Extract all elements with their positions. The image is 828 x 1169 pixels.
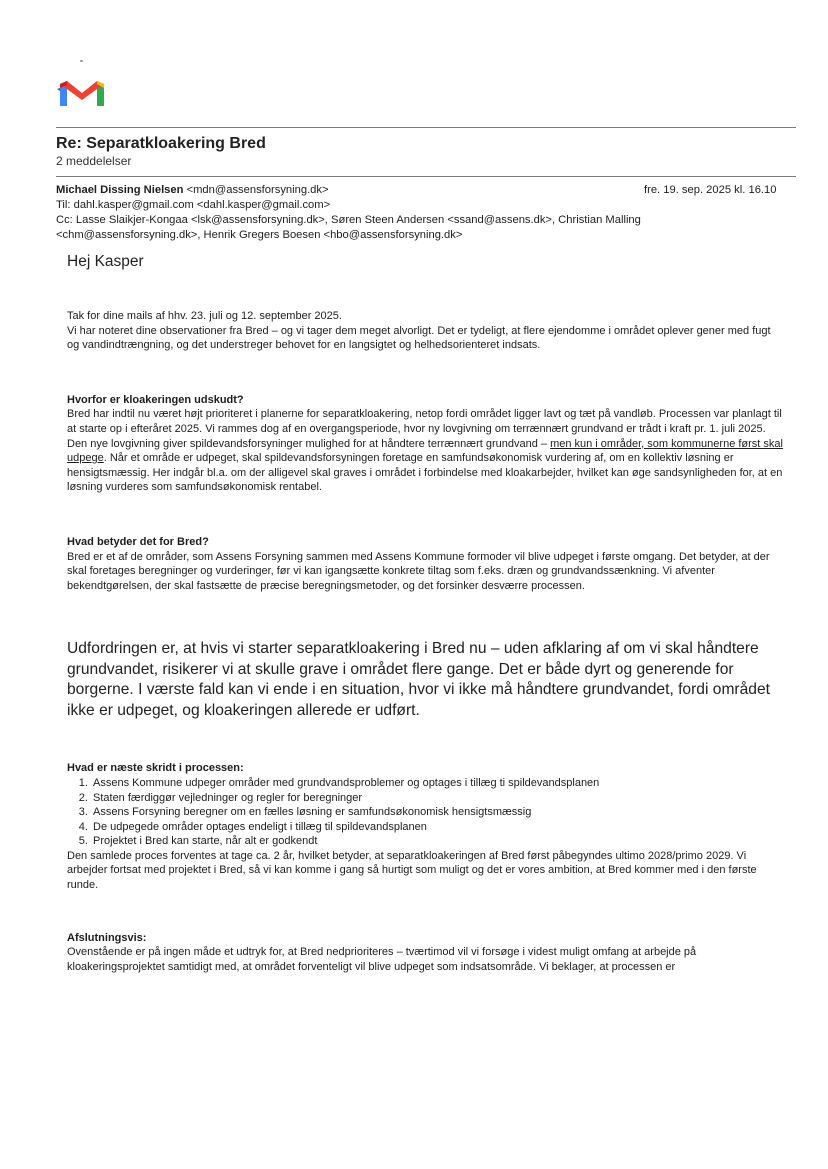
- paragraph-legislation: [67, 437, 785, 495]
- message-body: [67, 253, 785, 974]
- list-item: 4. De udpegede områder optages endeligt i tillæg til spildevandsplanen: [91, 820, 785, 835]
- heading-meaning: Hvad betyder det for Bred?: [67, 535, 209, 548]
- message-count: 2 meddelelser: [56, 154, 132, 168]
- list-item: 5. Projektet i Bred kan starte, når alt er godkendt: [91, 834, 785, 849]
- scan-speck: [80, 60, 83, 62]
- cc-line-1: Cc: Lasse Slaikjer-Kongaa <lsk@assensforsyning.dk>, Søren Steen Andersen <ssand@assens.dk>, Christian Malling: [56, 214, 641, 226]
- header-divider-top: [56, 127, 796, 128]
- greeting: Hej Kasper: [67, 253, 144, 270]
- message-date: fre. 19. sep. 2025 kl. 16.10: [644, 184, 777, 196]
- list-item: 2. Staten færdiggør vejledninger og regler for beregninger: [91, 791, 785, 806]
- gmail-logo-icon: [56, 72, 108, 108]
- cc-line-2: <chm@assensforsyning.dk>, Henrik Gregers Boesen <hbo@assensforsyning.dk>: [56, 229, 463, 241]
- sender-name: Michael Dissing Nielsen: [56, 184, 184, 196]
- heading-next-steps: Hvad er næste skridt i processen:: [67, 762, 244, 775]
- paragraph-timeline: Den samlede proces forventes at tage ca. 2 år, hvilket betyder, at separatkloakeringen af Bred først påbegyndes ultimo 2028/primo 2029. Vi arbejder fortsat med projektet i Bred, så vi kan komme i gang så hurtigt som muligt og det er vores ambition, at Bred kommer med i den første runde.: [67, 849, 757, 892]
- paragraph-challenge: Udfordringen er, at hvis vi starter separatkloakering i Bred nu – uden afklaring af om vi skal håndtere grundvandet, risikerer vi at skulle grave i området flere gange. Det er både dyrt og generende for borgerne. I værste fald kan vi ende i en situation, hvor vi ikke må håndtere grundvandet, fordi området ikke er udpeget, og kloakeringen allerede er udført.: [67, 640, 770, 719]
- paragraph-meaning: Bred er et af de områder, som Assens Forsyning sammen med Assens Kommune formoder vil blive udpeget i første omgang. Det betyder, at der skal foretages beregninger og vurderinger, før vi kan igangsætte konkrete tiltag som f.eks. dræn og grundvandssænkning. Vi afventer bekendtgørelsen, der skal fastsætte de præcise beregningsmetoder, og det forsinker desværre processen.: [67, 550, 770, 592]
- section-meaning: [67, 535, 785, 593]
- paragraph-postponed: Bred har indtil nu været højt prioriteret i planerne for separatkloakering, netop fordi området ligger lavt og tæt på vandløb. Processen var planlagt til at starte op i efteråret 2025. Vi rammes dog af en overgangsperiode, hvor ny lovgivning om terrænnært grundvand er trådt i kraft pr. 1. juli 2025.: [67, 408, 782, 435]
- header-divider-bottom: [56, 176, 796, 177]
- heading-closing: Afslutningsvis:: [67, 931, 147, 944]
- list-item: 1. Assens Kommune udpeger områder med grundvandsproblemer og optages i tillæg ti spildevandsplanen: [91, 776, 785, 791]
- paragraph-thanks: Tak for dine mails af hhv. 23. juli og 12. september 2025.: [67, 310, 342, 322]
- legislation-underlined-text: men kun i områder, som kommunerne først skal udpege: [67, 437, 783, 465]
- message-header: [56, 183, 796, 243]
- thread-subject: Re: Separatkloakering Bred: [56, 135, 266, 152]
- section-postponed: [67, 393, 785, 437]
- legislation-text-start: Den nye lovgivning giver spildevandsforsyninger mulighed for at håndtere terrænnært grundvand –: [67, 437, 551, 450]
- paragraph-observations: Vi har noteret dine observationer fra Bred – og vi tager dem meget alvorligt. Det er tydeligt, at flere ejendomme i området oplever gener med fugt og vandindtrængning, og det understreger behovet for en langsigtet og helhedsorienteret indsats.: [67, 324, 771, 352]
- next-steps-list: [67, 776, 785, 849]
- to-line: Til: dahl.kasper@gmail.com <dahl.kasper@gmail.com>: [56, 199, 331, 211]
- sender-email: <mdn@assensforsyning.dk>: [183, 184, 329, 196]
- legislation-text-end: . Når et område er udpeget, skal spildevandsforsyningen foretage en samfundsøkonomisk vurdering af, om en kollektiv løsning er hensigtsmæssig. Her indgår bl.a. om der alligevel skal graves i området i forbindelse med kloakarbejder, hvilket kan øge sandsynligheden for, at en løsning vurderes som samfundsøkonomisk rentabel.: [67, 452, 783, 494]
- list-item: 3. Assens Forsyning beregner om en fælles løsning er samfundsøkonomisk hensigtsmæssig: [91, 805, 785, 820]
- paragraph-closing: Ovenstående er på ingen måde et udtryk for, at Bred nedprioriteres – tværtimod vil vi forsøge i videst muligt omfang at arbejde på kloakeringsprojektet samtidigt med, at området forventeligt vil blive udpeget som indsatsområde. Vi beklager, at processen er: [67, 946, 697, 973]
- heading-postponed: Hvorfor er kloakeringen udskudt?: [67, 393, 244, 406]
- from-line: [56, 183, 796, 198]
- section-closing: [67, 931, 785, 975]
